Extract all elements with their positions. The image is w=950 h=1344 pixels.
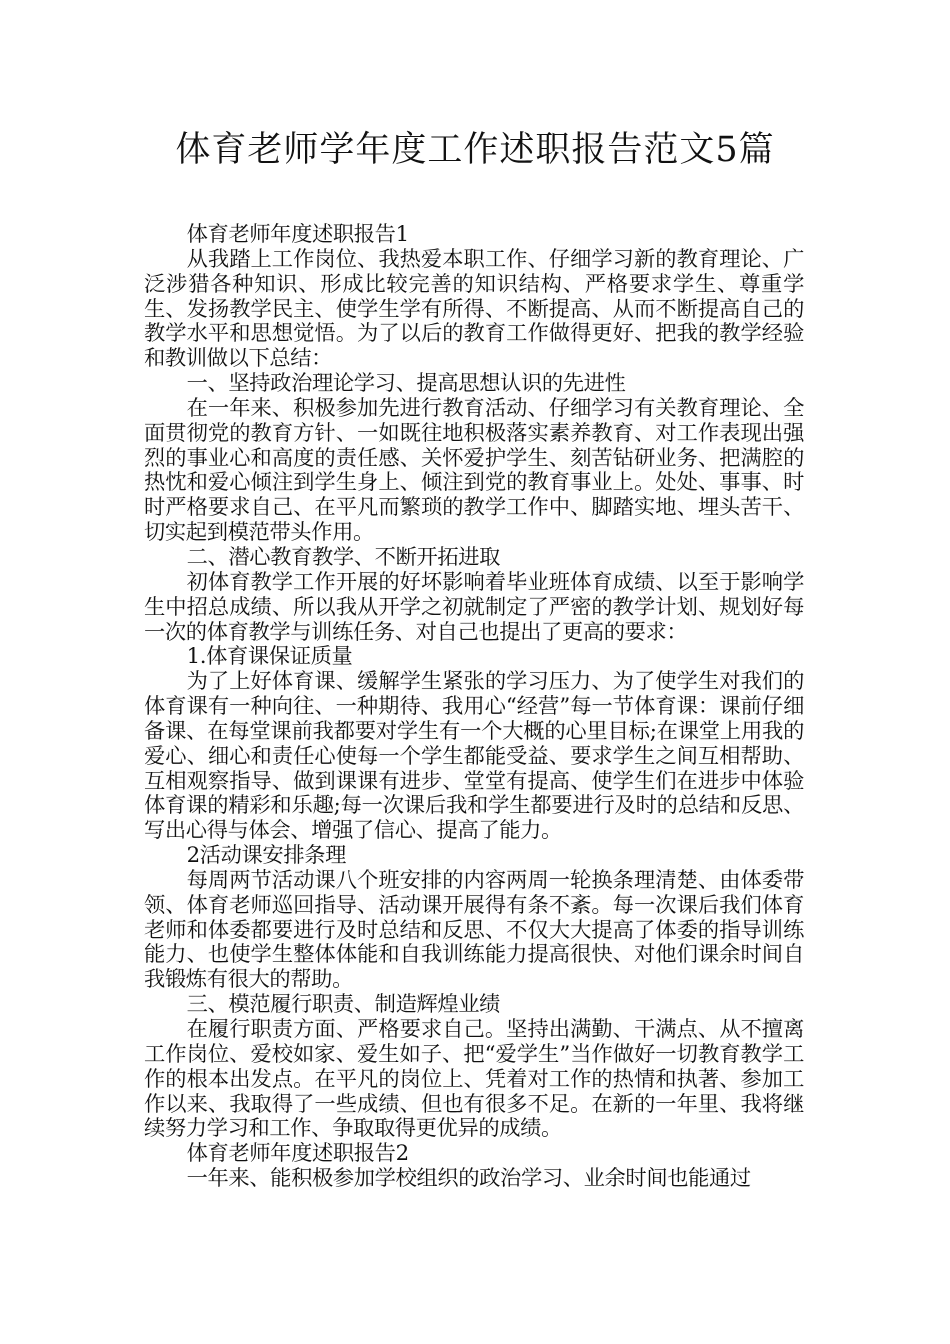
- report-heading-2: 体育老师年度述职报告2: [186, 1141, 409, 1167]
- document-body: [144, 223, 804, 1192]
- subsection-1-paragraph: 为了上好体育课、缓解学生紧张的学习压力、为了使学生对我们的体育课有一种向往、一种期待、我用心“经营”每一节体育课：课前仔细备课、在每堂课前我都要对学生有一个大概的心里目标;在课堂上用我的爱心、细心和责任心使每一个学生都能受益、要求学生之间互相帮助、互相观察指导、做到课课有进步、堂堂有提高、使学生们在进步中体验体育课的精彩和乐趣;每一次课后我和学生都要进行及时的总结和反思、写出心得与体会、增强了信心、提高了能力。: [144, 669, 804, 844]
- report-heading-1: 体育老师年度述职报告1: [186, 222, 409, 247]
- intro-paragraph: 从我踏上工作岗位、我热爱本职工作、仔细学习新的教育理论、广泛涉猎各种知识、形成比较完善的知识结构、严格要求学生、尊重学生、发扬教学民主、使学生学有所得、不断提高、从而不断提高自己的教学水平和思想觉悟。为了以后的教育工作做得更好、把我的教学经验和教训做以下总结：: [144, 246, 804, 372]
- section-heading-1: 一、坚持政治理论学习、提高思想认识的先进性: [186, 371, 626, 397]
- subsection-heading-2: 2活动课安排条理: [186, 843, 347, 869]
- report-2-paragraph: 一年来、能积极参加学校组织的政治学习、业余时间也能通过: [186, 1166, 751, 1192]
- section-heading-2: 二、潜心教育教学、不断开拓进取: [186, 544, 501, 570]
- subsection-2-paragraph: 每周两节活动课八个班安排的内容两周一轮换条理清楚、由体委带领、体育老师巡回指导、活动课开展得有条不紊。每一次课后我们体育老师和体委都要进行及时总结和反思、不仅大大提高了体委的指导训练能力、也使学生整体体能和自我训练能力提高很快、对他们课余时间自我锻炼有很大的帮助。: [144, 867, 804, 993]
- section-3-paragraph: 在履行职责方面、严格要求自己。坚持出满勤、干满点、从不擅离工作岗位、爱校如家、爱生如子、把“爱学生”当作做好一切教育教学工作的根本出发点。在平凡的岗位上、凭着对工作的热情和执著、参加工作以来、我取得了一些成绩、但也有很多不足。在新的一年里、我将继续努力学习和工作、争取取得更优异的成绩。: [144, 1017, 804, 1142]
- section-2-paragraph: 初体育教学工作开展的好坏影响着毕业班体育成绩、以至于影响学生中招总成绩、所以我从开学之初就制定了严密的教学计划、规划好每一次的体育教学与训练任务、对自己也提出了更高的要求：: [144, 569, 804, 645]
- subsection-heading-1: 1.体育课保证质量: [186, 644, 353, 670]
- section-1-paragraph: 在一年来、积极参加先进行教育活动、仔细学习有关教育理论、全面贯彻党的教育方针、一如既往地积极落实素养教育、对工作表现出强烈的事业心和高度的责任感、关怀爱护学生、刻苦钻研业务、把满腔的热忱和爱心倾注到学生身上、倾注到党的教育事业上。处处、事事、时时严格要求自己、在平凡而繁琐的教学工作中、脚踏实地、埋头苦干、切实起到模范带头作用。: [144, 395, 804, 546]
- section-heading-3: 三、模范履行职责、制造辉煌业绩: [186, 992, 501, 1018]
- document-title: 体育老师学年度工作述职报告范文5篇: [175, 130, 775, 170]
